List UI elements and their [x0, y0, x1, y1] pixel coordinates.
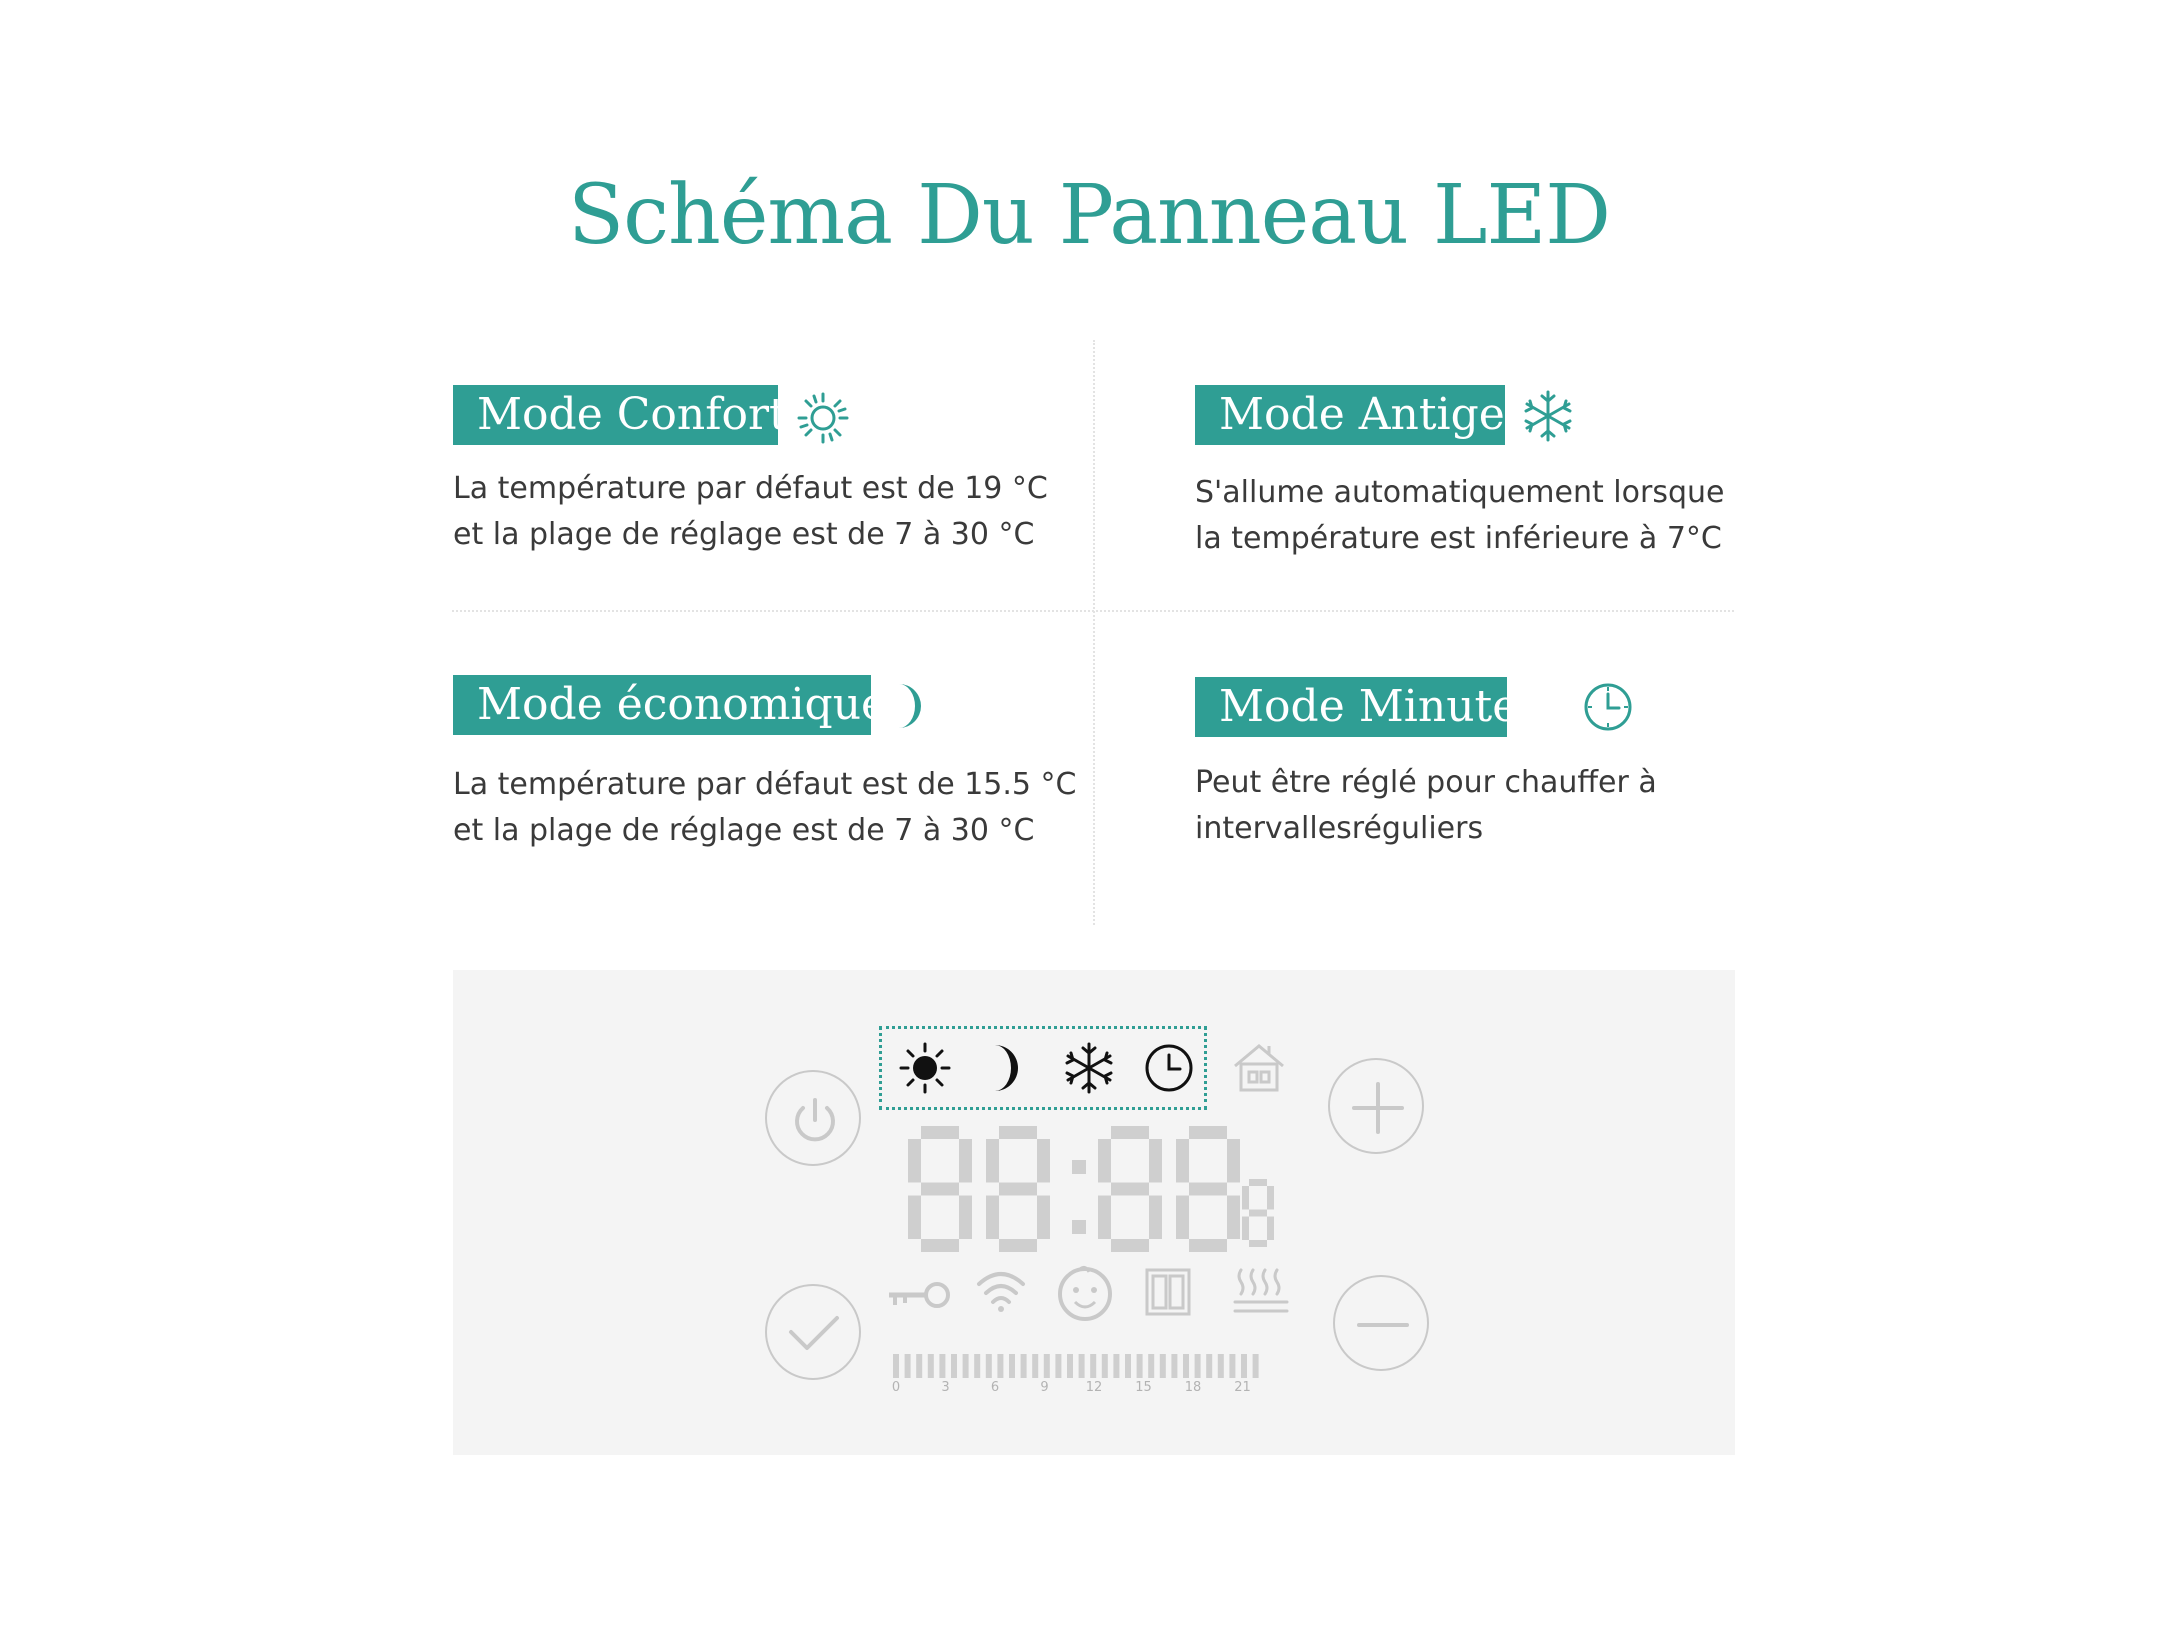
wifi-icon [973, 1266, 1029, 1316]
level-bar-segment [1241, 1354, 1247, 1378]
level-bar-segment [1148, 1354, 1154, 1378]
level-bar-segment [1218, 1354, 1224, 1378]
lcd-segment [1267, 1217, 1274, 1241]
confirm-button[interactable] [765, 1284, 861, 1380]
checkmark-icon [767, 1286, 863, 1382]
mode-minuterie-line-2: intervallesréguliers [1195, 811, 1484, 846]
page-title: Schéma Du Panneau LED [567, 168, 1611, 263]
level-bar-segment [1067, 1354, 1073, 1378]
house-icon [1229, 1038, 1289, 1098]
lcd-segment [1189, 1183, 1227, 1196]
power-button[interactable] [765, 1070, 861, 1166]
level-bar-segment [951, 1354, 957, 1378]
floor-heating-icon [1231, 1264, 1291, 1318]
lcd-segment [986, 1139, 999, 1183]
level-bar-segment [1137, 1354, 1143, 1378]
lcd-segment [1176, 1139, 1189, 1183]
lcd-segment [999, 1239, 1037, 1252]
lcd-segment [908, 1196, 921, 1240]
level-bar [893, 1354, 1273, 1380]
level-bar-segment [939, 1354, 945, 1378]
level-bar-segment [1044, 1354, 1050, 1378]
sun-icon [897, 1040, 953, 1096]
lcd-segment [959, 1196, 972, 1240]
level-bar-segment [893, 1354, 899, 1378]
lcd-segment [1111, 1183, 1149, 1196]
level-bar-segment [1113, 1354, 1119, 1378]
key-icon [885, 1275, 955, 1315]
scale-label: 21 [1234, 1380, 1251, 1395]
level-bar-segment [1102, 1354, 1108, 1378]
minus-icon [1335, 1277, 1431, 1373]
lcd-segment [1111, 1126, 1149, 1139]
level-bar-segment [997, 1354, 1003, 1378]
horizontal-divider [452, 610, 1734, 612]
lcd-segment [959, 1139, 972, 1183]
level-bar-segment [1055, 1354, 1061, 1378]
lcd-segment [986, 1196, 999, 1240]
snowflake-icon [1061, 1040, 1117, 1096]
lcd-segment [921, 1239, 959, 1252]
mode-confort-badge: Mode Confort [453, 385, 778, 445]
lcd-segment [1267, 1186, 1274, 1210]
level-bar-segment [1160, 1354, 1166, 1378]
lcd-segment [1149, 1139, 1162, 1183]
mode-economique-desc [453, 762, 1077, 854]
level-bar-segment [928, 1354, 934, 1378]
plus-button[interactable] [1328, 1058, 1424, 1154]
lcd-segment [1249, 1210, 1267, 1217]
lcd-segment [1111, 1239, 1149, 1252]
lcd-segment [1098, 1139, 1111, 1183]
level-bar-segment [1125, 1354, 1131, 1378]
mode-minuterie-desc [1195, 760, 1657, 852]
mode-economique-line-2: et la plage de réglage est de 7 à 30 °C [453, 813, 1035, 848]
plus-icon [1330, 1060, 1426, 1156]
mode-confort-line-2: et la plage de réglage est de 7 à 30 °C [453, 517, 1035, 552]
level-bar-segment [1009, 1354, 1015, 1378]
lcd-segment [921, 1183, 959, 1196]
child-face-icon [1053, 1262, 1117, 1324]
level-bar-segment [1171, 1354, 1177, 1378]
lcd-colon-dot [1072, 1160, 1086, 1174]
lcd-small-digit [1236, 1175, 1286, 1255]
scale-label: 3 [941, 1380, 950, 1395]
lcd-segment [921, 1126, 959, 1139]
mode-confort-desc [453, 466, 1048, 558]
scale-label: 0 [891, 1380, 901, 1395]
level-bar-segment [986, 1354, 992, 1378]
mode-antigel-line-1: S'allume automatiquement lorsque [1195, 475, 1725, 510]
mode-antigel-line-2: la température est inférieure à 7°C [1195, 521, 1722, 556]
scale-label: 6 [990, 1380, 1000, 1395]
mode-antigel-badge: Mode Antigel [1195, 385, 1505, 445]
lcd-segment [999, 1183, 1037, 1196]
level-bar-segment [1090, 1354, 1096, 1378]
level-bar-segment [1021, 1354, 1027, 1378]
lcd-segment [1249, 1179, 1267, 1186]
lcd-segment [1189, 1126, 1227, 1139]
power-icon [767, 1072, 863, 1168]
lcd-segment [1098, 1196, 1111, 1240]
mode-minuterie-badge: Mode Minuterie [1195, 677, 1507, 737]
level-bar-segment [974, 1354, 980, 1378]
level-bar-segment [963, 1354, 969, 1378]
lcd-colon-dot [1072, 1220, 1086, 1234]
scale-label: 9 [1040, 1380, 1049, 1395]
lcd-segment [1037, 1196, 1050, 1240]
level-bar-segment [1206, 1354, 1212, 1378]
scale-label: 12 [1085, 1380, 1103, 1395]
level-bar-segment [1229, 1354, 1235, 1378]
level-bar-segment [916, 1354, 922, 1378]
scale-label: 18 [1184, 1380, 1202, 1395]
lcd-segment [999, 1126, 1037, 1139]
level-bar-segment [905, 1354, 911, 1378]
moon-icon [985, 1040, 1029, 1096]
clock-icon [1581, 680, 1635, 734]
lcd-segment [1149, 1196, 1162, 1240]
mode-minuterie-line-1: Peut être réglé pour chauffer à [1195, 765, 1657, 800]
lcd-segment [1249, 1240, 1267, 1247]
level-bar-segment [1195, 1354, 1201, 1378]
led-panel [453, 970, 1735, 1455]
lcd-segment [1176, 1196, 1189, 1240]
moon-icon [885, 678, 935, 734]
level-bar-segment [1183, 1354, 1189, 1378]
lcd-segment [1189, 1239, 1227, 1252]
lcd-segment [1242, 1217, 1249, 1241]
scale-label: 15 [1135, 1380, 1152, 1395]
minus-button[interactable] [1333, 1275, 1429, 1371]
level-bar-segment [1079, 1354, 1085, 1378]
level-bar-segment [1253, 1354, 1259, 1378]
mode-antigel-desc [1195, 470, 1724, 562]
clock-icon [1143, 1042, 1195, 1094]
mode-economique-badge: Mode économique [453, 675, 871, 735]
vertical-divider [1093, 340, 1095, 925]
mode-economique-line-1: La température par défaut est de 15.5 °C [453, 767, 1077, 802]
lcd-segment [908, 1139, 921, 1183]
level-bar-segment [1032, 1354, 1038, 1378]
snowflake-icon [1520, 388, 1576, 444]
lcd-segment [1037, 1139, 1050, 1183]
mode-confort-line-1: La température par défaut est de 19 °C [453, 471, 1048, 506]
sun-icon [795, 390, 851, 446]
lcd-segment [1242, 1186, 1249, 1210]
window-icon [1143, 1266, 1193, 1318]
